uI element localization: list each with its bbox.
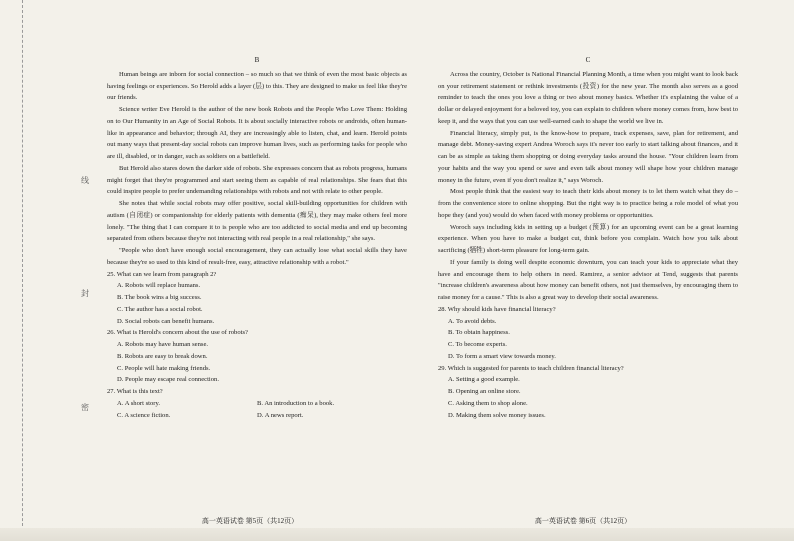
option: C. The author has a social robot. xyxy=(117,305,203,313)
option: B. An introduction to a book. xyxy=(257,399,335,407)
binding-char: 封 xyxy=(81,289,89,298)
option: D. Making them solve money issues. xyxy=(448,411,546,419)
paragraph: "People who don't have enough social encouragement, they can actually lose what social skills they have because they're so used to this kind of result-free, easy, attractive relationship with a robot." xyxy=(107,247,407,266)
question: 28. Why should kids have financial literacy? xyxy=(438,305,556,313)
option: C. People will hate making friends. xyxy=(117,364,211,372)
paragraph: Financial literacy, simply put, is the know-how to prepare, track expenses, save, plan for retirement, and manage debt. Money-saving expert Andrea Woroch says it's never too early to start talking about finances, and it can be as simple as taking them shopping or doing everyday tasks around the house. "Your children learn from your habits and the way you spend or save and even talk about money will shape how your children manage money in the future, even if you don't realize it," says Woroch. xyxy=(438,129,738,184)
option: B. To obtain happiness. xyxy=(448,329,510,337)
option: A. A short story. xyxy=(117,399,160,407)
paragraph: Woroch says including kids in setting up a budget (预算) for an upcoming event can be a great learning experience. When you have to make a budget cut, think before you complain. Watch how you talk about sacrificing (牺牲) short-term pleasure for long-term gain. xyxy=(438,223,738,254)
paragraph: Across the country, October is National Financial Planning Month, a time when you might want to look back on your retirement statement or rethink investments (投资) for the new year. The month also serves as a good reminder to teach the ones you love a thing or two about money basics. Whether it's explaining the value of a dollar or delayed enjoyment for a beloved toy, you can explain to children where money comes from, how best to keep it, and the ways that you can use well-earned cash to shape the world we live in. xyxy=(438,70,738,125)
option-row xyxy=(107,398,407,410)
option: C. A science fiction. xyxy=(117,411,171,419)
left-column xyxy=(107,55,407,421)
right-column xyxy=(438,55,738,421)
option: A. Setting a good example. xyxy=(448,376,520,384)
question: 29. Which is suggested for parents to teach children financial literacy? xyxy=(438,364,624,372)
option: B. Opening an online store. xyxy=(448,388,521,395)
binding-margin xyxy=(0,0,23,541)
paragraph: But Herold also stares down the darker side of robots. She expresses concern that as robots progress, humans might forget that they're programmed and start seeing them as capable of real relationships. She fears that this could inspire people to prefer undemanding relationships with robots and not with relate to other people. xyxy=(107,164,407,196)
question: 27. What is this text? xyxy=(107,388,163,395)
option: D. A news report. xyxy=(257,411,304,419)
option: C. To become experts. xyxy=(448,341,507,348)
option: D. People may escape real connection. xyxy=(117,376,219,384)
page-footer: 高一英语试卷 第5页（共12页） xyxy=(201,517,299,525)
option: A. Robots will replace humans. xyxy=(117,282,201,290)
option: A. To avoid debts. xyxy=(448,317,497,325)
option: B. Robots are easy to break down. xyxy=(117,352,208,360)
section-title: C xyxy=(585,56,591,64)
binding-char: 线 xyxy=(81,176,89,185)
option: C. Asking them to shop alone. xyxy=(448,399,528,407)
option: D. To form a smart view towards money. xyxy=(448,352,556,360)
option: D. Social robots can benefit humans. xyxy=(117,317,215,325)
binding-char: 密 xyxy=(81,403,89,412)
option-row xyxy=(107,410,407,422)
option: B. The book wins a big success. xyxy=(117,294,202,301)
scan-shadow xyxy=(0,528,794,541)
page-footer: 高一英语试卷 第6页（共12页） xyxy=(534,517,632,525)
option: A. Robots may have human sense. xyxy=(117,341,209,348)
paragraph: She notes that while social robots may offer positive, social skill-building opportunities for children with autism (自闭症) or companionship for elderly patients with dementia (痴呆), they may make others feel more lonely. "The thing that I can compare it to is people who are too addicted to social media and end up becoming separated from others because they're not interacting with real people in a real relationship," she says. xyxy=(107,200,407,243)
paragraph: Human beings are inborn for social connection – so much so that we think of even the most basic objects as having feelings or experiences. So Herold adds a layer (层) to this. They are designed to make us feel like they're our friends. xyxy=(107,70,407,102)
section-title: B xyxy=(254,56,260,64)
question: 26. What is Herold's concern about the use of robots? xyxy=(107,329,248,337)
paragraph: Most people think that the easiest way to teach their kids about money is to let them watch what they do – from the convenience store to online shopping. But the right way is to practice being a role model of what you hope they (and you) would do when faced with money problems or opportunities. xyxy=(438,188,738,219)
paragraph: Science writer Eve Herold is the author of the new book Robots and the People Who Love Them: Holding on to Our Humanity in an Age of Social Robots. It is about socially interactive robots or androids, often human-like in appearance and behavior; through AI, they are increasingly able to listen, chat, and learn. Herold points out many ways that present-day social robots can improve human lives, such as performing tasks for people who are ill, disabled, or in danger, such as soldiers on a battlefield. xyxy=(107,106,407,160)
paragraph: If your family is doing well despite economic downturn, you can teach your kids to appreciate what they have and encourage them to help others in need. Ramirez, a senior advisor at Tend, suggests that parents "increase children's awareness about how money can benefit others, not just themselves, by encouraging them to raise money for a cause." This is also a great way to develop their social awareness. xyxy=(438,258,738,301)
question: 25. What can we learn from paragraph 2? xyxy=(107,270,217,278)
